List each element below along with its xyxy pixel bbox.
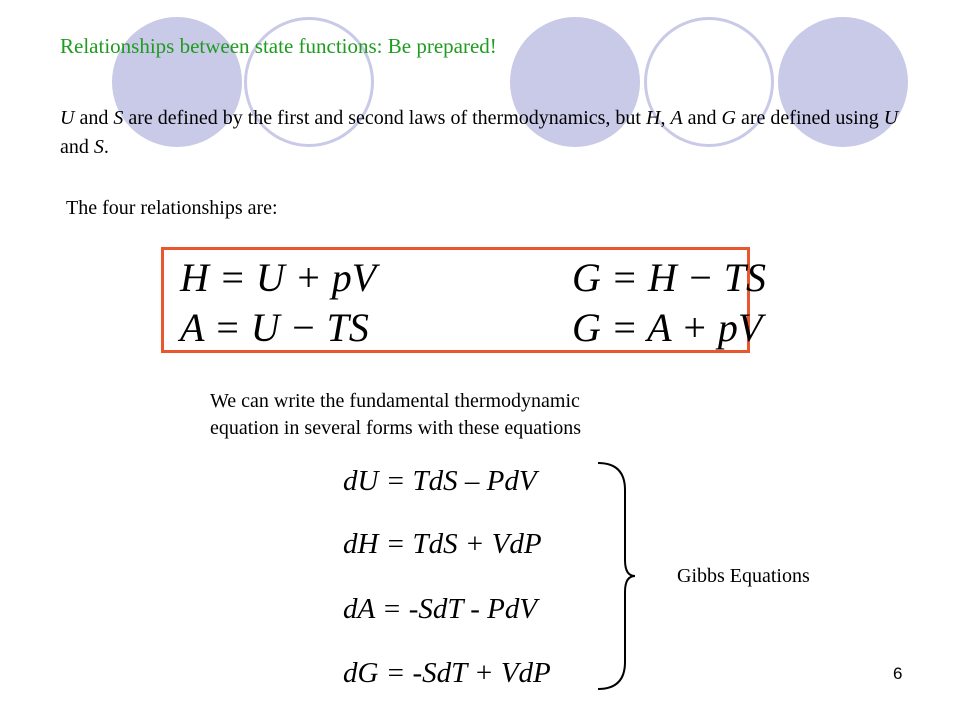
equation-enthalpy: H = U + pV <box>180 255 377 300</box>
intro-text: are defined using <box>736 107 884 129</box>
intro-var: U <box>60 107 75 129</box>
intro-text: and <box>60 136 94 158</box>
gibbs-equation-dh: dH = TdS + VdP <box>343 528 542 560</box>
intro-var: G <box>721 107 736 129</box>
slide-title: Relationships between state functions: Be prepared! <box>60 34 497 58</box>
intro-var: H <box>645 107 661 129</box>
intro-text: . <box>103 136 109 158</box>
relationships-lead: The four relationships are: <box>66 197 278 219</box>
intro-var: S <box>113 107 124 129</box>
gibbs-equations-label: Gibbs Equations <box>677 565 810 587</box>
intro-text: are defined by the first and second laws of thermodynamics, but <box>123 107 646 129</box>
intro-text: and <box>74 107 114 129</box>
intro-var: U <box>883 107 899 129</box>
intro-paragraph <box>60 104 900 162</box>
relationships-box <box>161 247 767 353</box>
intro-text: , <box>660 107 671 129</box>
explanation-line: equation in several forms with these equations <box>210 417 582 439</box>
equation-gibbs-from-h: G = H − TS <box>572 255 767 300</box>
equation-helmholtz: A = U − TS <box>180 305 369 350</box>
equation-gibbs-from-a: G = A + pV <box>572 305 763 350</box>
intro-text: and <box>682 107 722 129</box>
page-number: 6 <box>893 664 903 683</box>
explanation-line: We can write the fundamental thermodynamic <box>210 390 580 412</box>
intro-var: A <box>670 107 683 129</box>
gibbs-equation-du: dU = TdS – PdV <box>343 465 537 497</box>
right-brace <box>595 460 655 692</box>
gibbs-equation-da: dA = -SdT - PdV <box>343 593 538 625</box>
intro-var: S <box>93 136 104 158</box>
gibbs-equation-dg: dG = -SdT + VdP <box>343 657 551 689</box>
explanation-text <box>210 388 581 442</box>
